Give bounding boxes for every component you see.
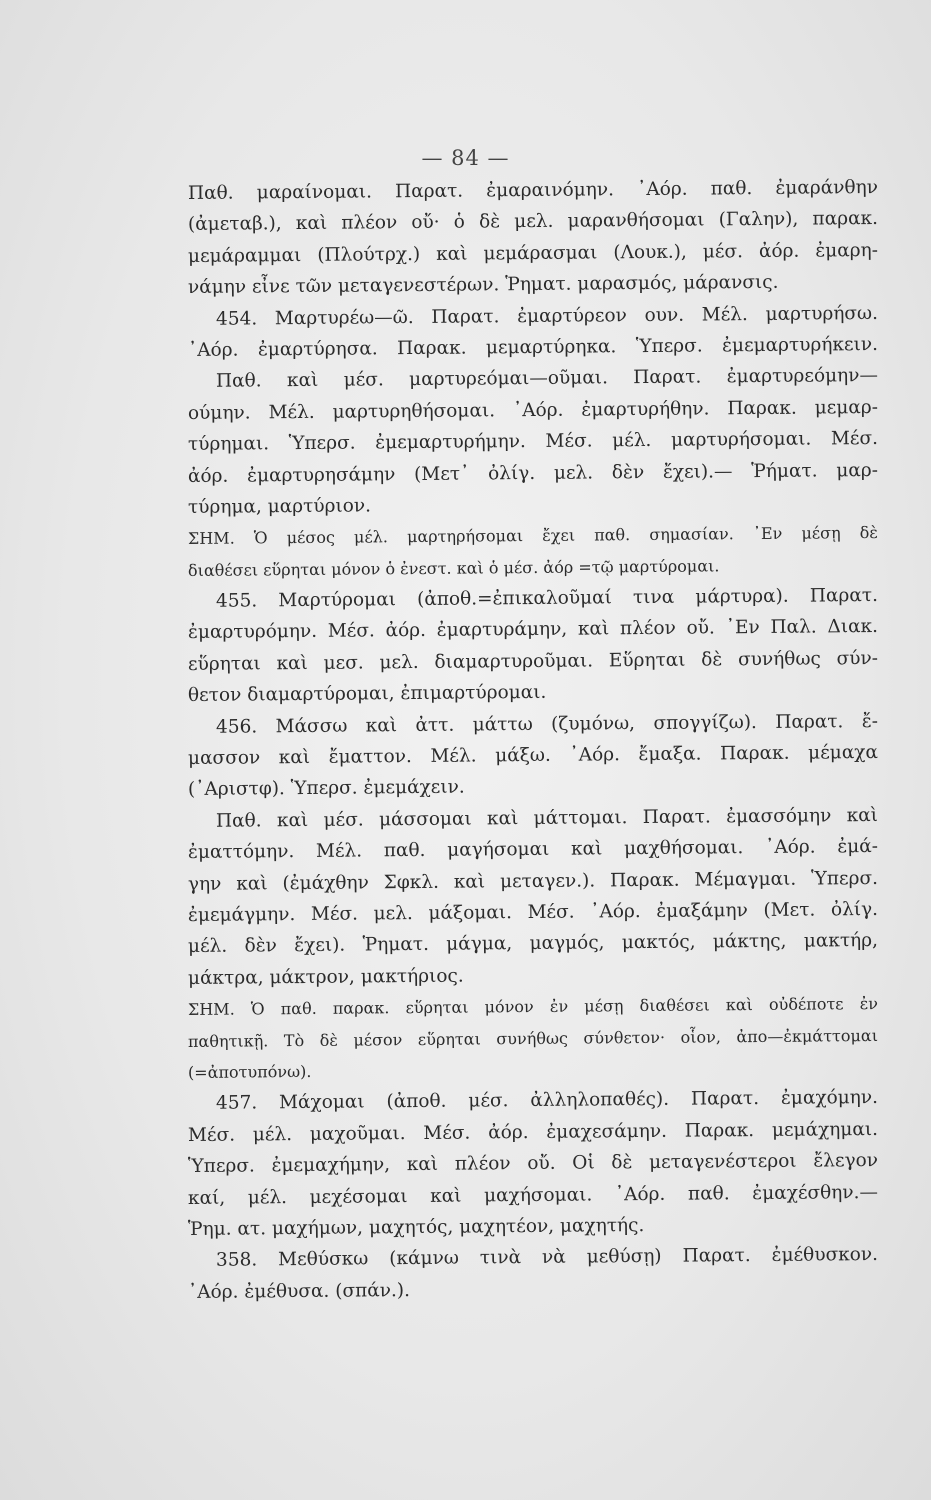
text-line: νάμην εἶνε τῶν μεταγενεστέρων. Ῥηματ. μαρασμός, μάρανσις. [187,272,779,299]
text-line: Παθ. καὶ μέσ. μαρτυρεόμαι—οῦμαι. Παρατ. ἐμαρτυρεόμην— [215,365,879,393]
entry-454-heading: 454. Μαρτυρέω—ῶ. Παρατ. ἐμαρτύρεον ουν. Μέλ. μαρτυρήσω. [215,302,879,330]
text-line: μάκτρα, μάκτρον, μακτήριος. [187,965,464,989]
entry-457-heading: 457. Μάχομαι (ἀποθ. μέσ. ἀλληλοπαθές). Παρατ. ἐμαχόμην. [215,1087,879,1115]
text-line: Παθ. μαραίνομαι. Παρατ. ἐμαραινόμην. ᾿Αόρ. παθ. ἐμαράνθην [187,176,879,204]
text-line: (᾿Αριστφ). Ὑπερσ. ἐμεμάχειν. [187,777,465,801]
text-line: Ῥημ. ατ. μαχήμων, μαχητός, μαχητέον, μαχητής. [187,1214,645,1240]
note-line: (=ἀποτυπόνω). [187,1061,312,1082]
note-line: διαθέσει εὕρηται μόνον ὁ ἐνεστ. καὶ ὁ μέσ. ἀόρ =τῷ μαρτύρομαι. [187,556,720,580]
entry-358-heading: 358. Μεθύσκω (κάμνω τινὰ νὰ μεθύσῃ) Παρατ. ἐμέθυσκον. [215,1244,879,1272]
text-line: μέλ. δὲν ἔχει). Ῥηματ. μάγμα, μαγμός, μακτός, μάκτης, μακτήρ, [187,930,879,958]
text-line: μεμάραμμαι (Πλούτρχ.) καὶ μεμάρασμαι (Λουκ.), μέσ. ἀόρ. ἐμαρη- [187,239,879,267]
text-line: ᾿Αόρ. ἐμέθυσα. (σπάν.). [187,1279,411,1303]
text-line: Μέσ. μέλ. μαχοῦμαι. Μέσ. ἀόρ. ἐμαχεσάμην. Παρακ. μεμάχημαι. [187,1118,879,1146]
page-number: — 84 — [421,146,510,170]
text-line: τύρημα, μαρτύριον. [187,495,372,518]
text-line: ᾿Αόρ. ἐμαρτύρησα. Παρακ. μεμαρτύρηκα. Ὑπερσ. ἐμεμαρτυρήκειν. [187,333,879,361]
text-line: Ὑπερσ. ἐμεμαχήμην, καὶ πλέον οὔ. Οἱ δὲ μεταγενέστεροι ἔλεγον [187,1150,879,1178]
note-line: ΣΗΜ. Ὁ μέσος μέλ. μαρτηρήσομαι ἔχει παθ. σημασίαν. ᾿Εν μέσῃ δὲ [187,523,879,549]
note-line: παθητικῇ. Τὸ δὲ μέσον εὕρηται συνήθως σύνθετον· οἷον, ἀπο—ἐκμάττομαι [187,1025,879,1051]
text-line: θετον διαμαρτύρομαι, ἐπιμαρτύρομαι. [187,682,547,707]
note-line: ΣΗΜ. Ὁ παθ. παρακ. εὕρηται μόνον ἐν μέσῃ διαθέσει καὶ οὐδέποτε ἐν [187,994,879,1020]
page-body [188,178,878,1308]
text-line: μασσον καὶ ἔματτον. Μέλ. μάξω. ᾿Αόρ. ἔμαξα. Παρακ. μέμαχα [187,742,879,770]
text-line: ἐμεμάγμην. Μέσ. μελ. μάξομαι. Μέσ. ᾿Αόρ. ἐμαξάμην (Μετ. ὀλίγ. [187,898,879,926]
text-line: (ἀμεταβ.), καὶ πλέον οὔ· ὁ δὲ μελ. μαρανθήσομαι (Γαλην), παρακ. [187,208,879,236]
text-line: ἀόρ. ἐμαρτυρησάμην (Μετ᾿ ὀλίγ. μελ. δὲν ἔχει).— Ῥήματ. μαρ- [187,459,879,487]
text-line: ἐμαρτυρόμην. Μέσ. ἀόρ. ἐμαρτυράμην, καὶ πλέον οὔ. ᾿Εν Παλ. Διακ. [187,616,879,644]
entry-455-heading: 455. Μαρτύρομαι (ἀποθ.=ἐπικαλοῦμαί τινα μάρτυρα). Παρατ. [215,585,879,612]
entry-456-heading: 456. Μάσσω καὶ ἀττ. μάττω (ζυμόνω, σπογγίζω). Παρατ. ἔ- [215,710,879,738]
text-line: τύρημαι. Ὑπερσ. ἐμεμαρτυρήμην. Μέσ. μέλ. μαρτυρήσομαι. Μέσ. [187,428,879,456]
text-line: καί, μέλ. μεχέσομαι καὶ μαχήσομαι. ᾿Αόρ. παθ. ἐμαχέσθην.— [187,1181,879,1209]
text-line: Παθ. καὶ μέσ. μάσσομαι καὶ μάττομαι. Παρατ. ἐμασσόμην καὶ [215,804,879,832]
text-line: εὕρηται καὶ μεσ. μελ. διαμαρτυροῦμαι. Εὕρηται δὲ συνήθως σύν- [187,647,879,675]
text-line: ούμην. Μέλ. μαρτυρηθήσομαι. ᾿Αόρ. ἐμαρτυρήθην. Παρακ. μεμαρ- [187,396,879,424]
text-line: ἐματτόμην. Μέλ. παθ. μαγήσομαι καὶ μαχθήσομαι. ᾿Αόρ. ἐμά- [187,836,879,864]
text-line: γην καὶ (ἐμάχθην Σφκλ. καὶ μεταγεν.). Παρακ. Μέμαγμαι. Ὑπερσ. [187,867,879,895]
